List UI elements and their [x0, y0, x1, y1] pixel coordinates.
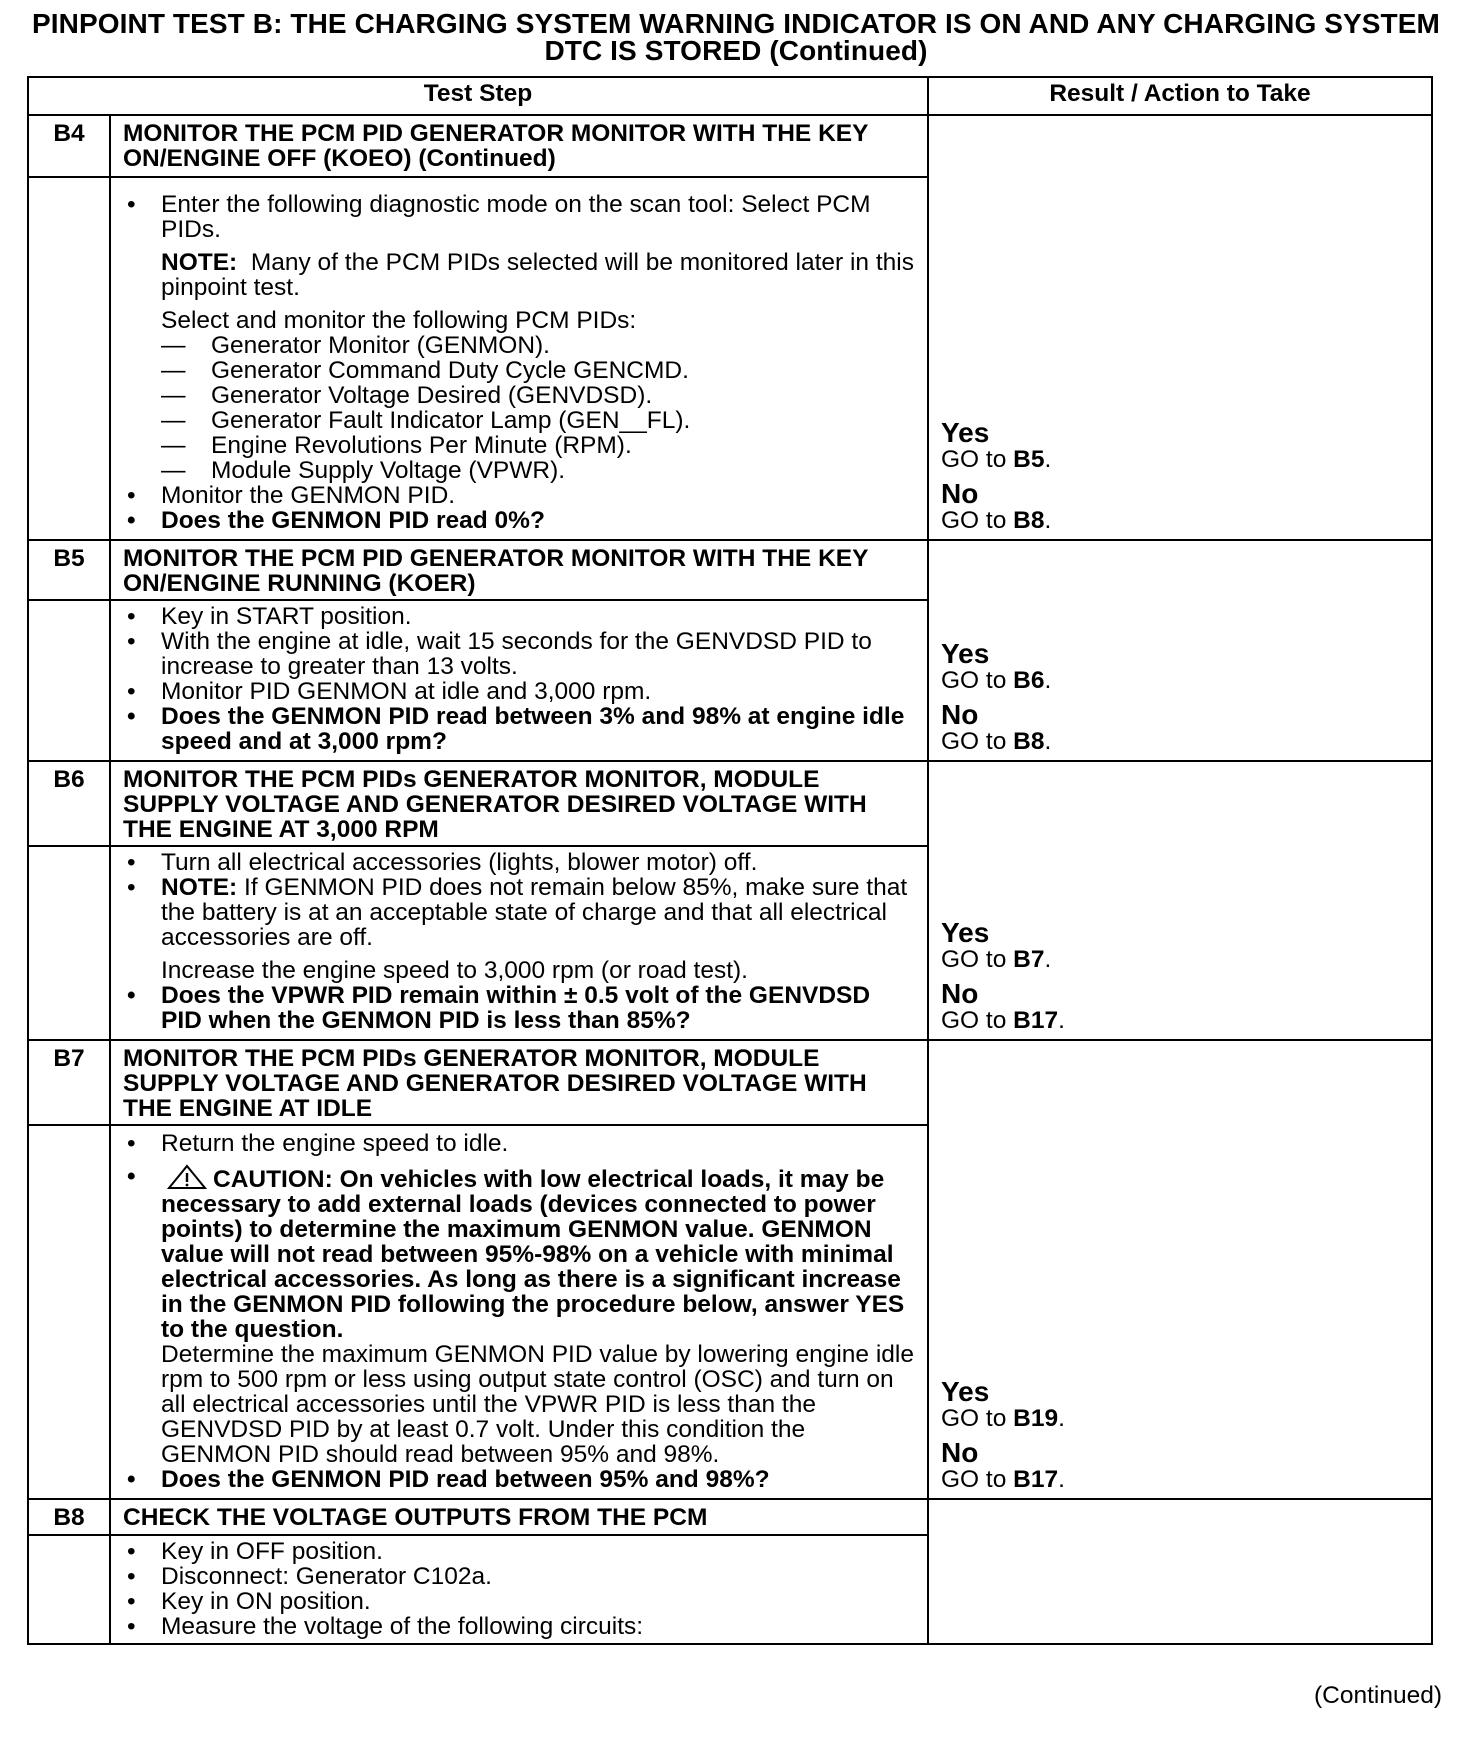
no-label: No: [941, 699, 979, 730]
list-item: — Generator Fault Indicator Lamp (GEN__FL).: [123, 408, 917, 433]
page-title: PINPOINT TEST B: THE CHARGING SYSTEM WARNING INDICATOR IS ON AND ANY CHARGING SYSTEM DTC IS STORED (Continued): [32, 8, 1440, 66]
no-target: B17: [1013, 1466, 1059, 1493]
no-label: No: [941, 978, 979, 1009]
list-item: — Module Supply Voltage (VPWR).: [123, 458, 917, 483]
result-b5: [928, 540, 1432, 761]
step-b5-head-row: [28, 540, 1432, 600]
step-body-b5: [110, 600, 928, 761]
note: NOTE: Many of the PCM PIDs selected will be monitored later in this pinpoint test.: [161, 249, 914, 301]
yes-label: Yes: [941, 417, 990, 448]
yes-target: B5: [1013, 446, 1045, 473]
step-body-b8: [110, 1535, 928, 1644]
result-b7: [928, 1040, 1432, 1499]
list-item: • Monitor the GENMON PID.: [123, 483, 917, 508]
step-id-b8: B8: [28, 1499, 110, 1535]
list-item: • Disconnect: Generator C102a.: [123, 1564, 917, 1589]
increase-text: Increase the engine speed to 3,000 rpm (or road test).: [161, 957, 748, 984]
step-id-b5: B5: [28, 540, 110, 600]
step-question: • Does the GENMON PID read between 3% and 98% at engine idle speed and at 3,000 rpm?: [123, 704, 917, 754]
yes-action: GO to B6.: [941, 667, 1052, 694]
note: • NOTE: If GENMON PID does not remain below 85%, make sure that the battery is at an acceptable state of charge and that all electrical accessories are off.: [123, 875, 917, 950]
step-heading-b7: MONITOR THE PCM PIDs GENERATOR MONITOR, MODULE SUPPLY VOLTAGE AND GENERATOR DESIRED VOLTAGE WITH THE ENGINE AT IDLE: [110, 1040, 928, 1125]
step-question: • Does the VPWR PID remain within ± 0.5 volt of the GENVDSD PID when the GENMON PID is less than 85%?: [123, 983, 917, 1033]
no-action: GO to B17.: [941, 1007, 1065, 1034]
table-header-row: [28, 77, 1432, 115]
list-item: — Generator Monitor (GENMON).: [123, 333, 917, 358]
list-item: • With the engine at idle, wait 15 seconds for the GENVDSD PID to increase to greater than 13 volts.: [123, 629, 917, 679]
list-item: • Key in ON position.: [123, 1589, 917, 1614]
determine-text: Determine the maximum GENMON PID value by lowering engine idle rpm to 500 rpm or less using output state control (OSC) and turn on all electrical accessories until the VPWR PID is less than the GENVDSD PID by at least 0.7 volt. Under this condition the GENMON PID should read between 95% and 98%.: [161, 1341, 914, 1468]
step-heading-b4: MONITOR THE PCM PID GENERATOR MONITOR WITH THE KEY ON/ENGINE OFF (KOEO) (Continued): [110, 115, 928, 177]
header-result: Result / Action to Take: [928, 77, 1432, 115]
yes-target: B19: [1013, 1405, 1059, 1432]
step-b7-head-row: [28, 1040, 1432, 1125]
no-action: GO to B8.: [941, 728, 1052, 755]
select-text: Select and monitor the following PCM PIDs:: [161, 307, 637, 334]
no-action: GO to B17.: [941, 1466, 1065, 1493]
step-b6-head-row: [28, 761, 1432, 846]
list-item: • Enter the following diagnostic mode on the scan tool: Select PCM PIDs.: [123, 192, 917, 242]
continued-label: (Continued): [1313, 1682, 1442, 1709]
step-heading-b5: MONITOR THE PCM PID GENERATOR MONITOR WITH THE KEY ON/ENGINE RUNNING (KOER): [110, 540, 928, 600]
list-item: — Generator Command Duty Cycle GENCMD.: [123, 358, 917, 383]
list-item: • Measure the voltage of the following circuits:: [123, 1614, 917, 1639]
list-item: • Key in OFF position.: [123, 1539, 917, 1564]
no-target: B8: [1013, 507, 1045, 534]
warning-triangle-icon: [167, 1164, 207, 1190]
list-item: • Return the engine speed to idle.: [123, 1131, 917, 1156]
list-item: — Engine Revolutions Per Minute (RPM).: [123, 433, 917, 458]
step-id-b7: B7: [28, 1040, 110, 1125]
result-b6: [928, 761, 1432, 1040]
yes-label: Yes: [941, 638, 990, 669]
list-item: • Monitor PID GENMON at idle and 3,000 rpm.: [123, 679, 917, 704]
list-item: • Key in START position.: [123, 604, 917, 629]
yes-action: GO to B5.: [941, 446, 1052, 473]
result-b8: [928, 1499, 1432, 1644]
result-b4: [928, 115, 1432, 540]
pinpoint-test-table: [27, 76, 1433, 1645]
no-label: No: [941, 478, 979, 509]
no-action: GO to B8.: [941, 507, 1052, 534]
step-b8-head-row: [28, 1499, 1432, 1535]
step-body-b4: [110, 177, 928, 540]
yes-target: B6: [1013, 667, 1045, 694]
step-id-b4: B4: [28, 115, 110, 177]
step-b4-head-row: [28, 115, 1432, 177]
no-target: B8: [1013, 728, 1045, 755]
no-target: B17: [1013, 1007, 1059, 1034]
yes-label: Yes: [941, 1376, 990, 1407]
step-heading-b8: CHECK THE VOLTAGE OUTPUTS FROM THE PCM: [110, 1499, 928, 1535]
yes-action: GO to B19.: [941, 1405, 1065, 1432]
step-heading-b6: MONITOR THE PCM PIDs GENERATOR MONITOR, MODULE SUPPLY VOLTAGE AND GENERATOR DESIRED VOLTAGE WITH THE ENGINE AT 3,000 RPM: [110, 761, 928, 846]
caution-item: [123, 1164, 917, 1342]
header-test-step: Test Step: [28, 77, 928, 115]
step-body-b6: [110, 846, 928, 1040]
step-body-b7: [110, 1125, 928, 1499]
yes-label: Yes: [941, 917, 990, 948]
step-question: • Does the GENMON PID read 0%?: [123, 508, 917, 533]
step-id-b6: B6: [28, 761, 110, 846]
caution-text: CAUTION: On vehicles with low electrical loads, it may be necessary to add external loads (devices connected to power points) to determine the maximum GENMON value. GENMON value will not read between 95%-98% on a vehicle with minimal electrical accessories. As long as there is a significant increase in the GENMON PID following the procedure below, answer YES to the question.: [161, 1166, 905, 1343]
yes-action: GO to B7.: [941, 946, 1052, 973]
step-question: • Does the GENMON PID read between 95% and 98%?: [123, 1467, 917, 1492]
no-label: No: [941, 1437, 979, 1468]
yes-target: B7: [1013, 946, 1045, 973]
list-item: • Turn all electrical accessories (lights, blower motor) off.: [123, 850, 917, 875]
list-item: — Generator Voltage Desired (GENVDSD).: [123, 383, 917, 408]
